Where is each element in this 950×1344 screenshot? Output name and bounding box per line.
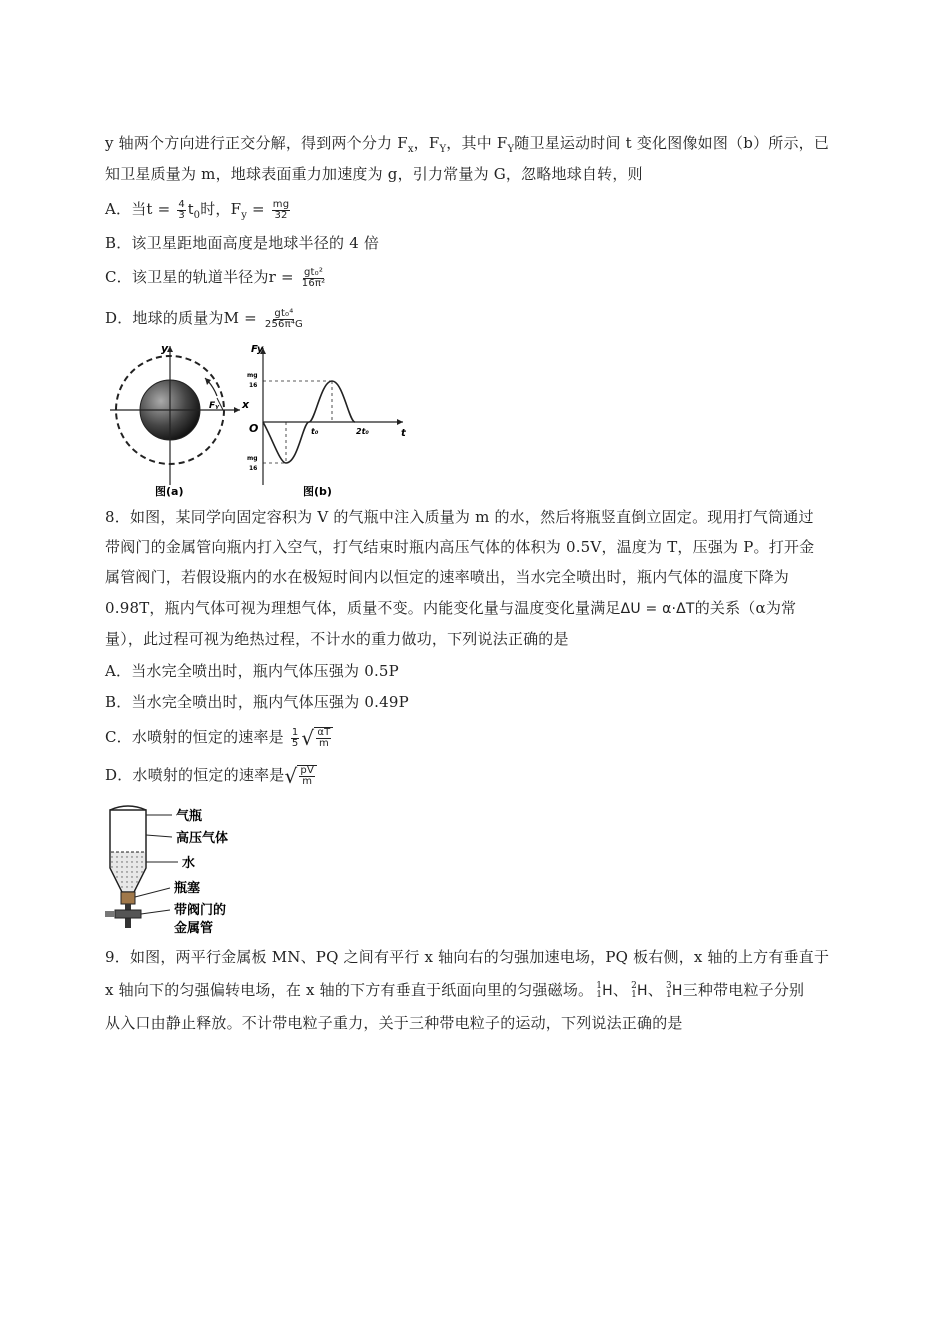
iso2-top: 2 [631,981,638,991]
frac-den: 5 [291,737,299,749]
frac-den: 16π² [301,277,326,289]
iso1-bot: 1 [596,990,603,1000]
option-d-prefix: D．水喷射的恒定的速率是 [105,766,285,784]
fig-b-bot-num: mg [247,455,258,462]
frac-num: mg [272,198,290,210]
fig-b-bot-den: 16 [249,465,258,472]
label-valve-2: 金属管 [174,921,214,936]
fig-b-t-label: t [401,428,406,439]
q7-option-a [105,198,845,227]
fig-b-t0-label: t₀ [311,427,319,436]
fraction-mg-32 [272,200,291,221]
q7-option-c [105,266,845,289]
label-bottle: 气瓶 [176,809,203,824]
fig-b-caption: 图(b) [303,485,332,498]
q7-option-d [105,307,845,330]
q7-stem-text-mid: ，F [413,134,440,152]
isotope-3-symbol: H [671,983,683,999]
q9-line-2-end: 三种带电粒子分别 [682,981,805,999]
q7-stem-text-end: 随卫星运动时间 t 变化图像如图（b）所示，已 [514,134,830,152]
fig-a-caption: 图(a) [155,485,184,498]
subscript-y2: Y [507,144,515,155]
frac-num: 4 [178,198,185,210]
q9-line-2 [105,979,845,1002]
root-den: m [302,776,313,787]
root-den: m [318,738,329,749]
isotope-2-symbol: H [637,983,648,999]
frac-num: gt₀² [304,266,324,278]
fig-b-origin: O [249,422,259,435]
q7-option-b: B．该卫星距地面高度是地球半径的 4 倍 [105,234,380,252]
q8-option-a: A．当水完全喷出时，瓶内气体压强为 0.5P [105,662,399,680]
q8-energy-equation: ΔU = α·ΔT [620,601,695,617]
fig-b-top-num: mg [247,372,258,379]
q9-line-3: 从入口由静止释放。不计带电粒子重力，关于三种带电粒子的运动，下列说法正确的是 [105,1014,683,1032]
q7-stem-line-2: 知卫星质量为 m，地球表面重力加速度为 g，引力常量为 G，忽略地球自转，则 [105,165,643,183]
q8-line-2: 带阀门的金属管向瓶内打入空气，打气结束时瓶内高压气体的体积为 0.5V，温度为 T，压强为 P。打开金 [105,538,815,556]
q9-line-1: 9．如图，两平行金属板 MN、PQ 之间有平行 x 轴向右的匀强加速电场，PQ 板右侧，x 轴的上方有垂直于 [105,948,830,966]
valve [115,910,141,918]
root-num: αT [317,727,331,738]
subscript-y: Y [439,144,447,155]
separator-2: 、 [647,981,663,999]
fraction-4-3 [177,200,186,221]
q8-line-4-end: 的关系（α为常 [694,599,797,617]
label-water: 水 [182,856,196,871]
q7-stem-line-1 [105,132,845,161]
iso3-top: 3 [665,981,672,991]
subscript-x: x [407,144,414,155]
equals: = [247,200,265,218]
frac-num: gt₀⁴ [274,307,294,319]
fraction-orbit-radius [301,268,327,289]
t-axis-arrow [397,419,403,425]
iso1-top: 1 [596,981,603,991]
option-a-mid: 时，F [200,200,242,218]
root-num: pV [300,765,314,776]
fig-a-f-label: Fᵧ [209,401,220,411]
q8-line-1: 8．如图，某同学向固定容积为 V 的气瓶中注入质量为 m 的水，然后将瓶竖直倒立固定。现用打气筒通过 [105,508,814,526]
frac-num: 1 [291,726,299,738]
option-c-prefix: C．该卫星的轨道半径为r = [105,268,294,286]
leader-stopper [135,888,170,897]
label-gas: 高压气体 [176,831,229,846]
water-dots [111,852,145,891]
q8-line-5: 量），此过程可视为绝热过程，不计水的重力做功，下列说法正确的是 [105,630,569,648]
option-c-prefix: C．水喷射的恒定的速率是 [105,728,284,746]
q9-line-2-text: x 轴向下的匀强偏转电场，在 x 轴的下方有垂直于纸面向里的匀强磁场。 [105,981,594,999]
sqrt-alpha-t-over-m: √ $\frac{\alpha T}{m}$ [301,727,333,749]
iso3-bot: 1 [665,990,672,1000]
leader-gas [146,835,172,837]
t0-subscript: 0 [193,210,201,221]
q8-line-4-text: 0.98T，瓶内气体可视为理想气体，质量不变。内能变化量与温度变化量满足 [105,599,621,617]
frac-den: 256π⁴G [264,318,303,330]
frac-den: 32 [274,209,288,221]
fraction-1-5 [291,728,300,749]
x-axis-arrow [234,407,240,413]
fig-a-y-label: y [161,342,169,355]
q7-stem-text-mid2: ，其中 F [446,134,508,152]
option-d-prefix: D．地球的质量为M = [105,309,257,327]
fig-b-2t0-label: 2t₀ [356,427,369,436]
iso2-bot: 1 [631,990,638,1000]
leader-tube [141,910,170,914]
q8-line-3: 属管阀门，若假设瓶内的水在极短时间内以恒定的速率喷出，当水完全喷出时，瓶内气体的温度下降为 [105,568,790,586]
t0-symbol: t [187,202,194,218]
q8-option-c [105,726,845,749]
valve-handle [105,911,115,917]
frac-den: 3 [178,209,185,221]
fig-b-top-den: 16 [249,382,258,389]
sqrt-pv-over-m: √ $\frac{pV}{m}$ [284,765,317,787]
q8-option-b: B．当水完全喷出时，瓶内气体压强为 0.49P [105,693,409,711]
figure-b-force-graph [245,340,410,500]
fig-a-x-label: x [242,398,250,411]
fraction-earth-mass [264,309,304,330]
fig-b-fy-label: Fy [251,344,264,355]
label-stopper: 瓶塞 [174,881,201,896]
fy-subscript: y [241,210,248,221]
figure-gas-bottle [100,800,260,940]
isotope-1-symbol: H [602,983,613,999]
separator-1: 、 [612,981,629,999]
q8-line-4 [105,597,845,620]
q8-option-d [105,764,845,787]
q7-stem-text: y 轴两个方向进行正交分解，得到两个分力 F [105,134,408,152]
stopper [121,892,135,904]
option-a-prefix: A．当t = [105,200,171,218]
label-valve-1: 带阀门的 [174,903,227,918]
